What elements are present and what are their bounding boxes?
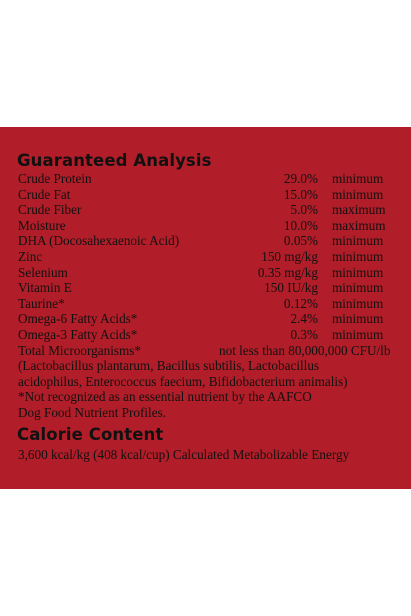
calorie-content-text: 3,600 kcal/kg (408 kcal/cup) Calculated Metabolizable Energy	[18, 447, 350, 462]
microorganisms-name: Total Microorganisms*	[18, 342, 142, 358]
nutrient-qualifier: maximum	[332, 217, 386, 233]
microorganisms-detail-line: (Lactobacillus plantarum, Bacillus subtilis, Lactobacillus	[18, 358, 320, 373]
aafco-footnote-line: Dog Food Nutrient Profiles.	[18, 404, 166, 420]
nutrient-value: 0.12%	[283, 295, 318, 311]
microorganisms-value: not less than 80,000,000 CFU/lb	[219, 342, 391, 358]
analysis-row	[0, 187, 411, 203]
nutrient-qualifier: minimum	[332, 295, 384, 311]
analysis-row	[0, 202, 411, 218]
nutrient-name: Crude Protein	[18, 171, 92, 186]
microorganisms-detail-and-footnote	[18, 358, 403, 420]
nutrient-name: DHA (Docosahexaenoic Acid)	[18, 233, 180, 249]
nutrition-panel	[0, 127, 411, 489]
nutrient-name: Omega-3 Fatty Acids*	[18, 326, 138, 342]
nutrient-name: Moisture	[18, 217, 66, 233]
nutrient-qualifier: minimum	[332, 280, 384, 296]
analysis-row	[0, 327, 411, 343]
nutrient-qualifier: minimum	[332, 233, 384, 249]
analysis-row	[0, 218, 411, 234]
nutrient-value: 150 IU/kg	[264, 280, 318, 296]
nutrient-value: 0.3%	[290, 326, 318, 342]
nutrient-value: 15.0%	[283, 186, 318, 202]
analysis-row	[0, 249, 411, 265]
nutrient-value: 150 mg/kg	[261, 248, 318, 264]
nutrient-name: Vitamin E	[18, 280, 72, 296]
nutrient-name: Zinc	[18, 248, 43, 264]
nutrient-qualifier: minimum	[332, 326, 384, 342]
nutrient-value: 0.05%	[283, 233, 318, 249]
analysis-row	[0, 296, 411, 312]
calorie-content-heading: Calorie Content	[17, 425, 164, 444]
analysis-row	[0, 233, 411, 249]
analysis-table	[0, 171, 411, 358]
nutrient-value: 10.0%	[283, 217, 318, 233]
analysis-row	[0, 311, 411, 327]
microorganisms-detail-line: acidophilus, Enterococcus faecium, Bifidobacterium animalis)	[18, 373, 348, 389]
nutrient-value: 2.4%	[290, 311, 318, 327]
nutrient-qualifier: minimum	[332, 186, 384, 202]
nutrient-name: Selenium	[18, 264, 68, 280]
aafco-footnote-line: *Not recognized as an essential nutrient by the AAFCO	[18, 389, 312, 405]
nutrient-name: Taurine*	[18, 295, 65, 311]
nutrient-qualifier: maximum	[332, 202, 386, 218]
nutrient-qualifier: minimum	[332, 264, 384, 280]
nutrient-value: 5.0%	[290, 202, 318, 218]
analysis-row	[0, 171, 411, 187]
nutrient-qualifier: minimum	[332, 311, 384, 327]
nutrient-name: Crude Fiber	[18, 202, 82, 218]
microorganisms-row	[0, 343, 411, 359]
nutrient-value: 0.35 mg/kg	[257, 264, 318, 280]
analysis-row	[0, 265, 411, 281]
nutrient-name: Crude Fat	[18, 186, 71, 202]
nutrient-qualifier: minimum	[332, 171, 384, 186]
nutrient-name: Omega-6 Fatty Acids*	[18, 311, 138, 327]
nutrient-value: 29.0%	[283, 171, 318, 186]
analysis-row	[0, 280, 411, 296]
nutrient-qualifier: minimum	[332, 248, 384, 264]
guaranteed-analysis-heading: Guaranteed Analysis	[17, 151, 212, 170]
